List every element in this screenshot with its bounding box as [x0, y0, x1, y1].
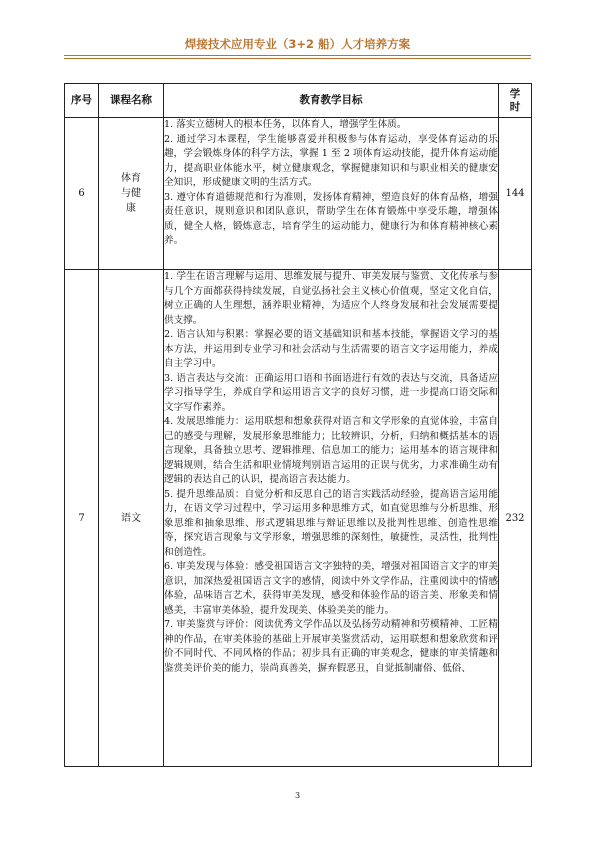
course-name [99, 118, 164, 270]
objective-item: 2. 语言认知与积累：掌握必要的语文基础知识和基本技能，掌握语文学习的基本方法，并运用到专业学习和社会活动与生活需要的语言文字运用能力，养成自主学习中。 [164, 329, 498, 369]
row-number: 7 [65, 270, 99, 767]
table-row [65, 270, 532, 767]
table-row [65, 118, 532, 270]
header-class-hours: 学时 [499, 84, 532, 118]
table-header-row [65, 84, 532, 118]
header-serial-number: 序号 [65, 84, 99, 118]
row-number: 6 [65, 118, 99, 270]
page-number: 3 [294, 791, 301, 800]
document-header-title: 焊接技术应用专业（3+2 船）人才培养方案 [184, 37, 411, 51]
class-hours: 144 [499, 118, 532, 270]
header-divider-thin [64, 58, 531, 59]
objective-item: 2. 通过学习本课程，学生能够喜爱并积极参与体育运动，享受体育运动的乐趣，学会锻炼身体的科学方法，掌握 1 至 2 项体育运动技能，提升体育运动能力，提高职业体能水平，树立健康观念，掌握健康知识和与职业相关的健康安全知识，形成健康文明的生活方式。 [164, 133, 498, 188]
objective-item: 3. 语言表达与交流：正确运用口语和书面语进行有效的表达与交流，具备适应学习指导学生，养成自学和运用语言文字的良好习惯，进一步提高口语交际和文字写作素养。 [164, 372, 498, 413]
header-teaching-objectives: 教育教学目标 [164, 84, 499, 118]
course-objectives [164, 118, 499, 270]
course-name-text: 体育与健康 [121, 173, 141, 214]
course-objectives-table [64, 83, 532, 767]
objective-item: 3. 遵守体育道德规范和行为准则，发扬体育精神，塑造良好的体育品格，增强责任意识，规则意识和团队意识，帮助学生在体育锻炼中享受乐趣，增强体质，健全人格，锻炼意志，培育学生的运动能力，健康行为和体育精神核心素养。 [164, 191, 498, 246]
class-hours: 232 [499, 270, 532, 767]
objective-item: 1. 落实立德树人的根本任务，以体育人，增强学生体质。 [164, 119, 407, 130]
objective-item: 7. 审美鉴赏与评价：阅读优秀文学作品以及弘扬劳动精神和劳模精神、工匠精神的作品，在审美体验的基础上开展审美鉴赏活动，运用联想和想象欣赏和评价不同时代、不同风格的作品；初步具有正确的审美观念，健康的审美情趣和鉴赏美评价美的能力，崇尚真善美，摒弃假恶丑，自觉抵制庸俗、低俗、 [164, 619, 498, 674]
header-divider [64, 55, 531, 56]
objective-item: 5. 提升思维品质：自觉分析和反思自己的语言实践活动经验，提高语言运用能力，在语文学习过程中，学习运用多种思维方式，如直觉思维与分析思维、形象思维和抽象思维、形式逻辑思维与辩证思维以及批判性思维、创造性思维等，探究语言现象与文学形象，增强思维的深刻性，敏捷性，灵活性，批判性和创造性。 [164, 488, 498, 558]
objective-item: 4. 发展思维能力：运用联想和想象获得对语言和文学形象的直觉体验，丰富自己的感受与理解，发展形象思维能力；比较辨识，分析，归纳和概括基本的语言现象，具备独立思考、逻辑推理、信息加工的能力；运用基本的语言规律和逻辑规则，结合生活和职业情境判别语言运用的正误与优劣，力求准确生动有逻辑的表达自己的认识，提高语言表达能力。 [164, 416, 498, 485]
course-name: 语文 [99, 270, 164, 767]
objective-item: 1. 学生在语言理解与运用、思维发展与提升、审美发展与鉴赏、文化传承与参与几个方面都获得持续发展，自觉弘扬社会主义核心价值观，坚定文化自信，树立正确的人生理想，涵养职业精神，为适应个人终身发展和社会发展需要提供支撑。 [164, 271, 498, 326]
header-course-name: 课程名称 [99, 84, 164, 118]
course-objectives [164, 270, 499, 767]
objective-item: 6. 审美发现与体验：感受祖国语言文字独特的美，增强对祖国语言文字的审美意识，加深热爱祖国语言文字的感情，阅读中外文学作品，注重阅读中的情感体验，品味语言艺术，获得审美发现，感受和体验作品的语言美、形象美和情感美，丰富审美体验，提升发现美、体验美美的能力。 [164, 561, 498, 616]
